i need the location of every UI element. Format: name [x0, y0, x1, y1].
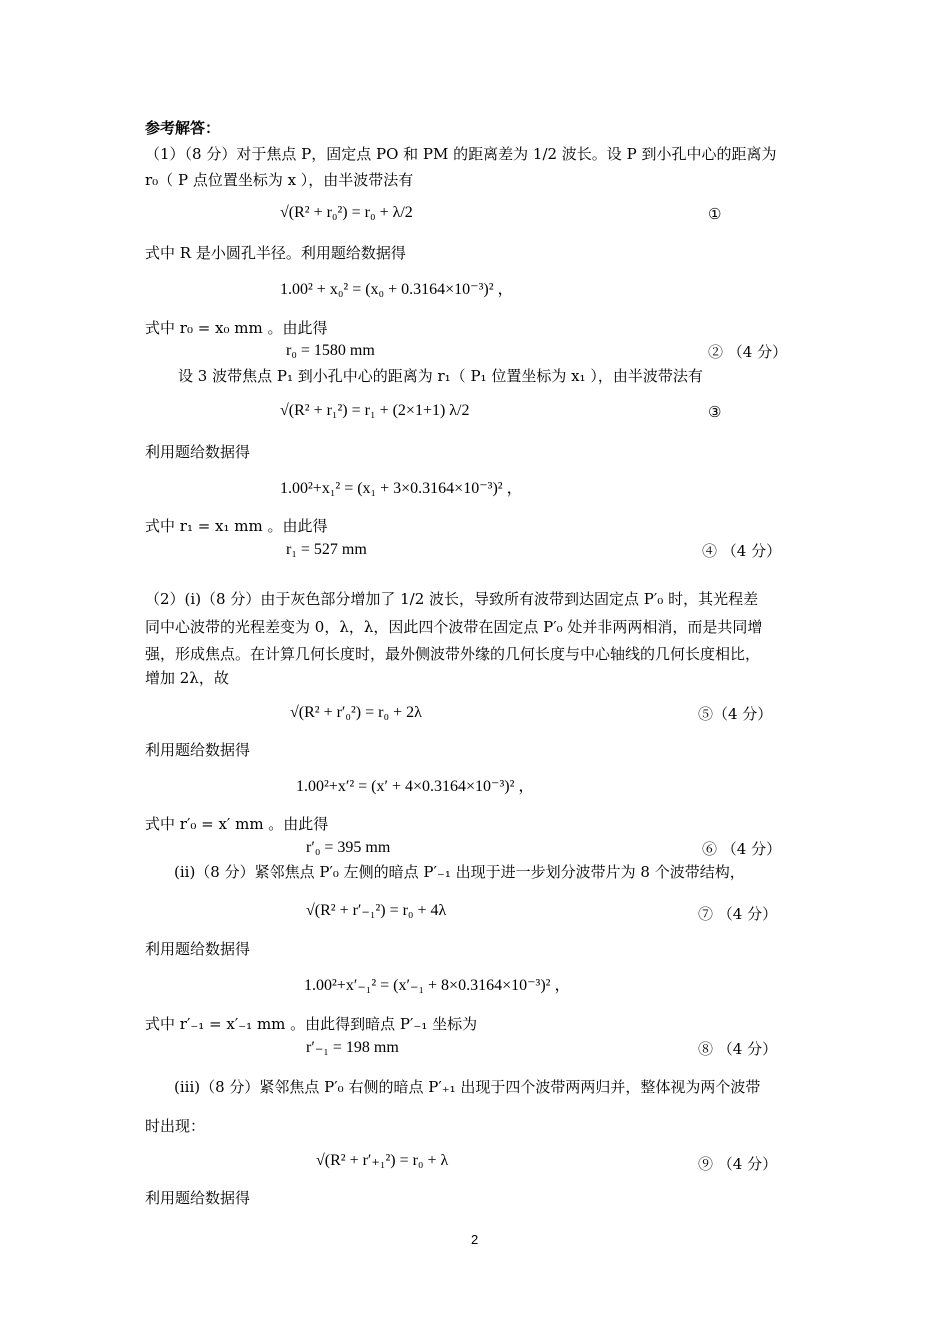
- part2-text-8: 利用题给数据得: [145, 940, 251, 958]
- part2-text-9: 式中 r′₋₁ = x′₋₁ mm 。由此得到暗点 P′₋₁ 坐标为: [145, 1015, 478, 1033]
- equation-5-tag: ⑤（4 分）: [698, 705, 773, 723]
- equation-1-tag: ①: [708, 205, 722, 223]
- section-heading: 参考解答：: [145, 119, 221, 137]
- equation-4-tag: ④ （4 分）: [702, 542, 782, 560]
- equation-9: √(R² + r′₊₁²) = r₀ + λ: [316, 1152, 449, 1169]
- part1-text-1: （1）（8 分）对于焦点 P，固定点 PO 和 PM 的距离差为 1/2 波长。设 P 到小孔中心的距离为: [145, 145, 777, 163]
- page-number: 2: [471, 1232, 479, 1247]
- part1-text-3: 式中 R 是小圆孔半径。利用题给数据得: [145, 244, 406, 262]
- equation-7: √(R² + r′₋₁²) = r₀ + 4λ: [306, 902, 447, 919]
- equation-2-tag: ② （4 分）: [708, 343, 788, 361]
- equation-6-tag: ⑥ （4 分）: [702, 840, 782, 858]
- equation-1-numeric: 1.00² + x₀² = (x₀ + 0.3164×10⁻³)² ，: [280, 281, 514, 298]
- part1-text-5: 设 3 波带焦点 P₁ 到小孔中心的距离为 r₁（ P₁ 位置坐标为 x₁ ），由半波带法有: [178, 367, 703, 385]
- part2-text-10: (iii)（8 分）紧邻焦点 P′₀ 右侧的暗点 P′₊₁ 出现于四个波带两两归并，整体视为两个波带: [174, 1078, 761, 1096]
- equation-8: r′₋₁ = 198 mm: [306, 1039, 399, 1056]
- equation-5-numeric: 1.00²+x′² = (x′ + 4×0.3164×10⁻³)² ，: [296, 778, 535, 795]
- part2-text-12: 利用题给数据得: [145, 1189, 251, 1207]
- part2-text-11: 时出现：: [145, 1117, 206, 1135]
- part1-text-4: 式中 r₀ = x₀ mm 。由此得: [145, 319, 328, 337]
- equation-5: √(R² + r′₀²) = r₀ + 2λ: [290, 704, 422, 721]
- part2-text-4: 增加 2λ，故: [145, 669, 229, 687]
- equation-8-tag: ⑧ （4 分）: [698, 1040, 778, 1058]
- part2-text-7: (ii)（8 分）紧邻焦点 P′₀ 左侧的暗点 P′₋₁ 出现于进一步划分波带片为 8 个波带结构，: [174, 863, 745, 881]
- equation-3-tag: ③: [708, 403, 722, 421]
- equation-2: r₀ = 1580 mm: [286, 342, 375, 359]
- equation-4: r₁ = 527 mm: [286, 541, 367, 558]
- part1-text-7: 式中 r₁ = x₁ mm 。由此得: [145, 517, 328, 535]
- part1-text-6: 利用题给数据得: [145, 443, 251, 461]
- equation-9-tag: ⑨ （4 分）: [698, 1155, 778, 1173]
- part2-text-2: 同中心波带的光程差变为 0，λ，λ，因此四个波带在固定点 P′₀ 处并非两两相消，而是共同增: [145, 618, 763, 636]
- equation-6: r′₀ = 395 mm: [306, 839, 391, 856]
- equation-3: √(R² + r₁²) = r₁ + (2×1+1) λ/2: [280, 402, 470, 419]
- equation-1: √(R² + r₀²) = r₀ + λ/2: [280, 204, 413, 221]
- part2-text-6: 式中 r′₀ = x′ mm 。由此得: [145, 815, 329, 833]
- part2-text-3: 强，形成焦点。在计算几何长度时，最外侧波带外缘的几何长度与中心轴线的几何长度相比，: [145, 645, 761, 663]
- equation-7-tag: ⑦ （4 分）: [698, 905, 778, 923]
- part2-text-5: 利用题给数据得: [145, 741, 251, 759]
- equation-3-numeric: 1.00²+x₁² = (x₁ + 3×0.3164×10⁻³)² ，: [280, 480, 523, 497]
- equation-7-numeric: 1.00²+x′₋₁² = (x′₋₁ + 8×0.3164×10⁻³)² ，: [304, 977, 571, 994]
- part2-text-1: （2）(i)（8 分）由于灰色部分增加了 1/2 波长，导致所有波带到达固定点 P′₀ 时，其光程差: [145, 590, 759, 608]
- part1-text-2: r₀（ P 点位置坐标为 x ），由半波带法有: [145, 171, 414, 189]
